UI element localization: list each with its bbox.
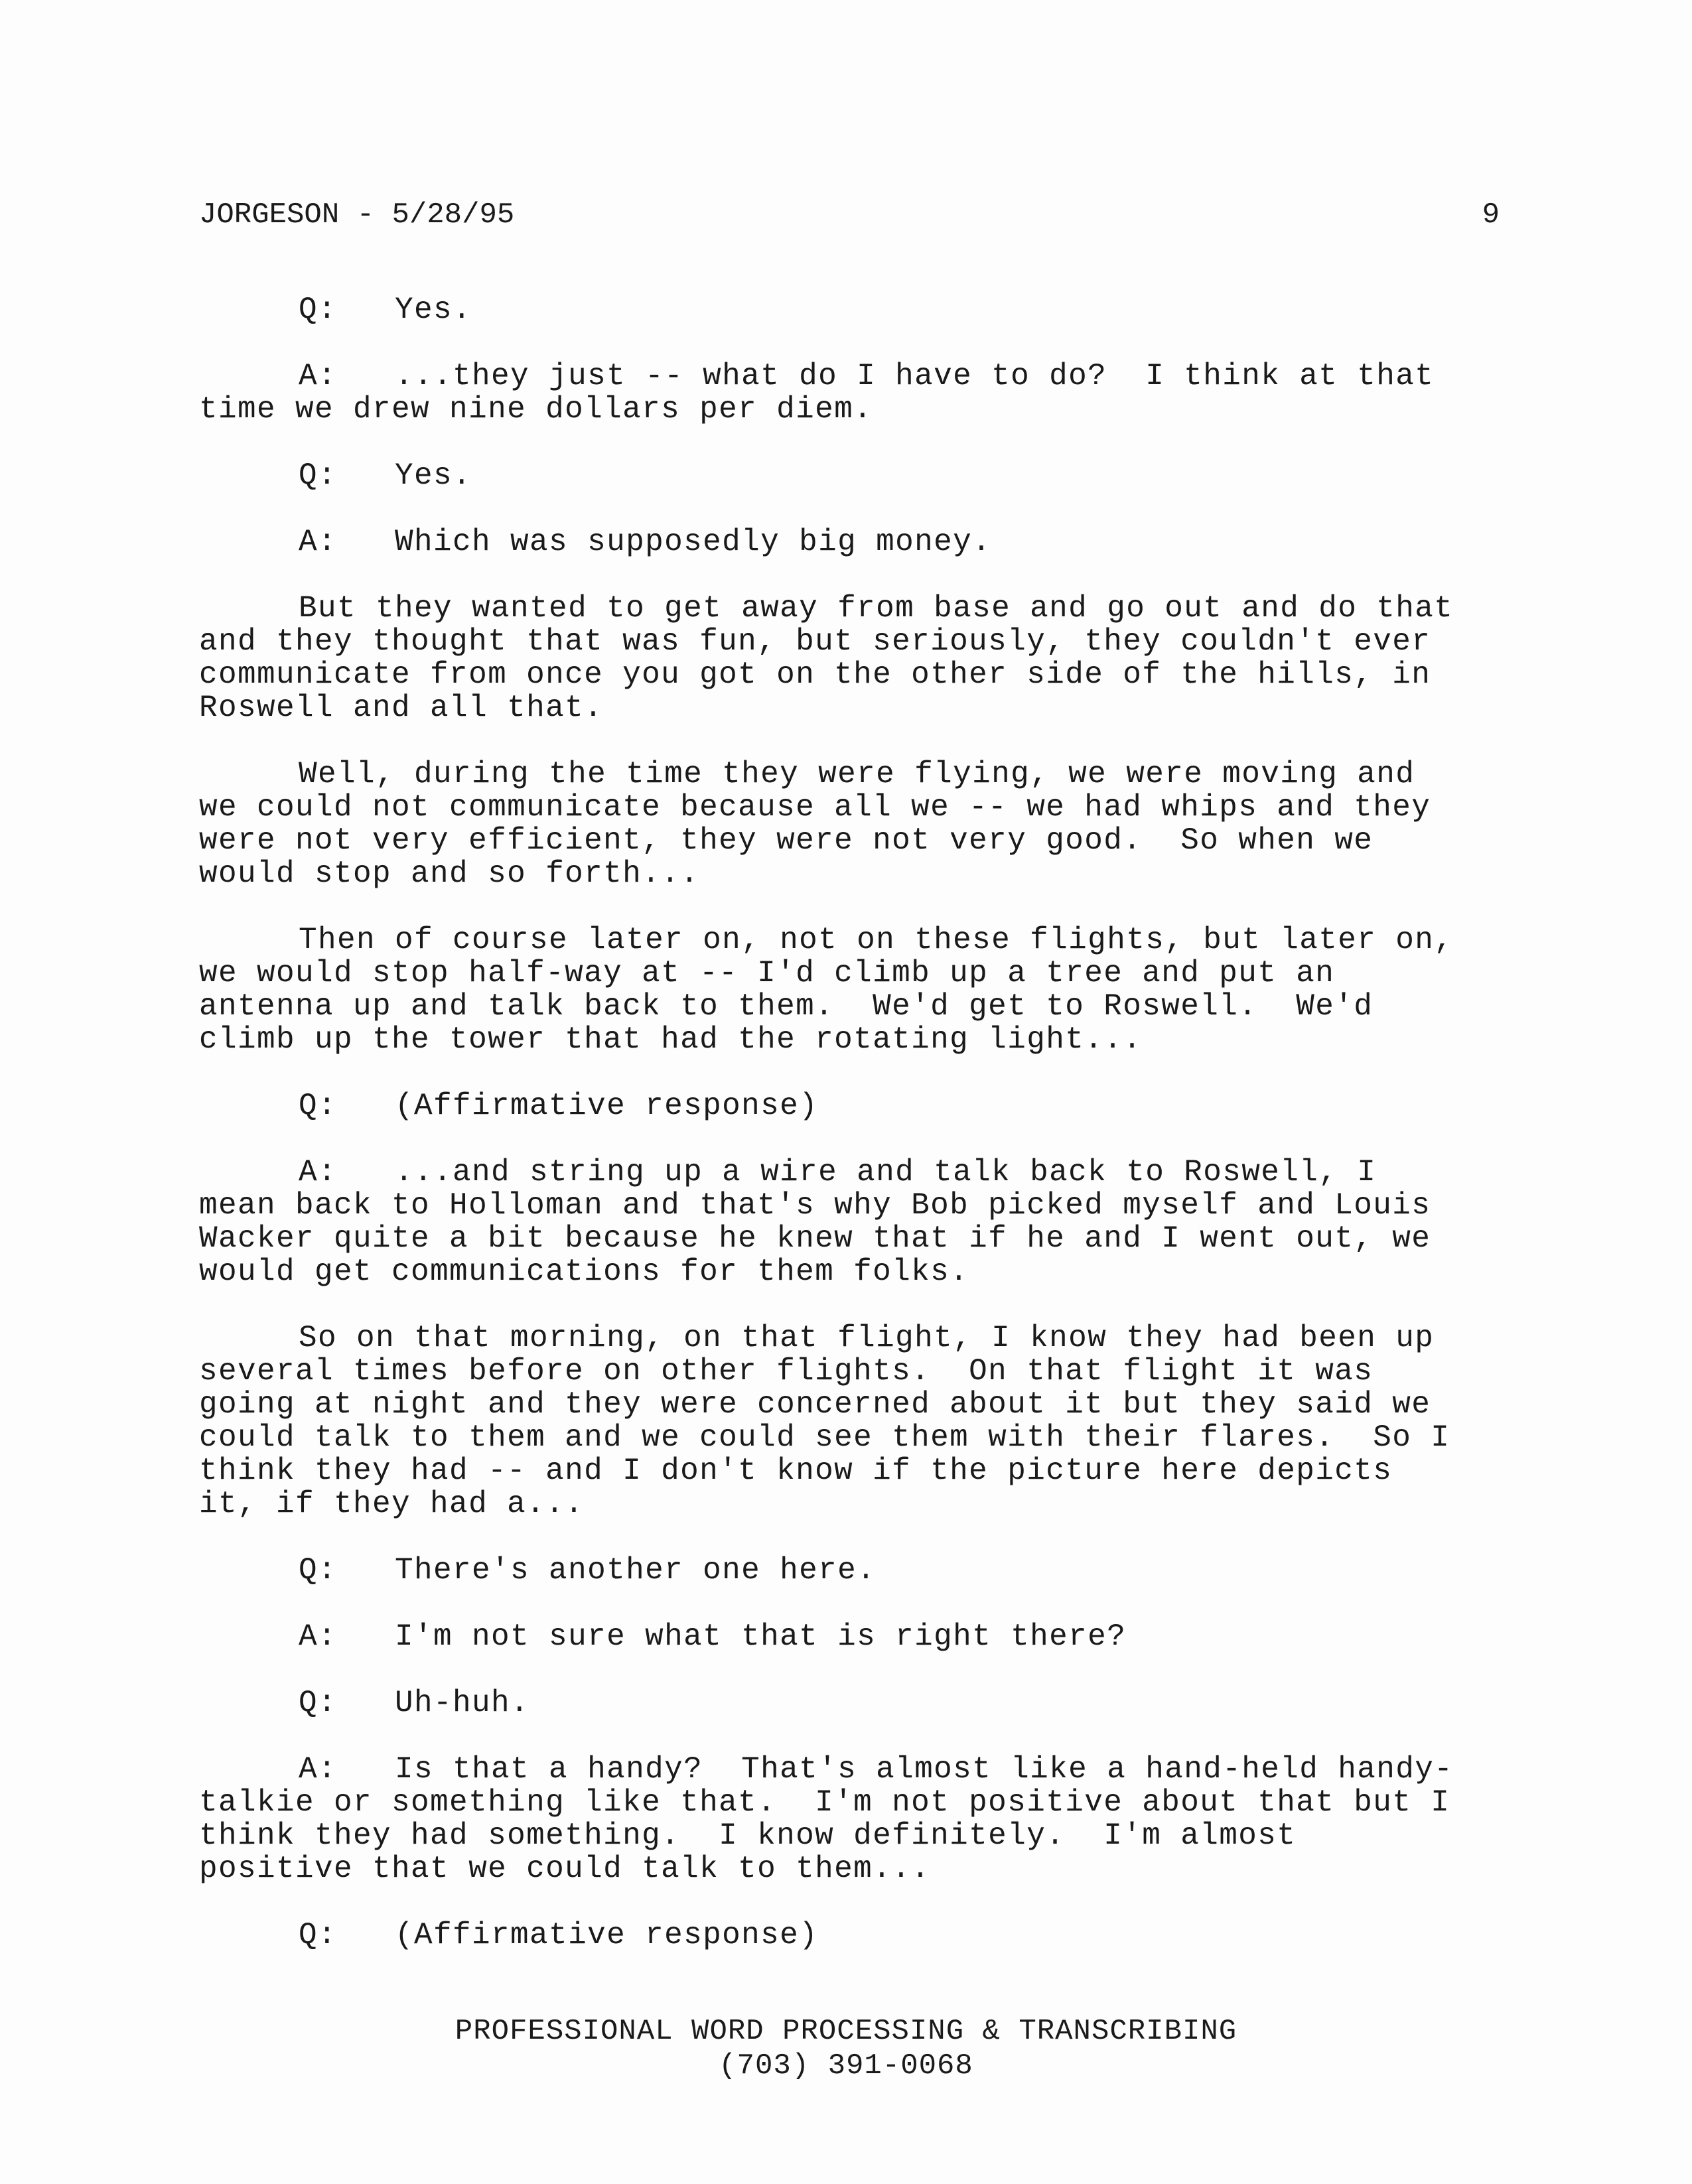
transcript-paragraph [199, 1919, 1500, 1952]
transcript-paragraph [199, 293, 1500, 326]
transcript-line: Q: There's another one here. [299, 1553, 877, 1588]
transcript-line: several times before on other flights. On that flight it was [199, 1354, 1374, 1389]
transcript-paragraph [199, 592, 1500, 724]
transcript-line: A: ...they just -- what do I have to do? I think at that [299, 359, 1435, 393]
transcript-paragraph [199, 1753, 1500, 1885]
transcript-line: A: Is that a handy? That's almost like a hand-held handy- [299, 1752, 1454, 1787]
transcript-line: Q: (Affirmative response) [299, 1918, 819, 1952]
page-number: 9 [1482, 198, 1500, 232]
transcript-line: communicate from once you got on the other side of the hills, in [199, 657, 1431, 692]
transcript-line: A: ...and string up a wire and talk back to Roswell, I [299, 1155, 1377, 1190]
transcript-line: would stop and so forth... [199, 856, 700, 891]
transcript-paragraph [199, 1156, 1500, 1288]
transcript-paragraph [199, 1322, 1500, 1521]
transcript-paragraph [199, 525, 1500, 559]
transcript-line: think they had -- and I don't know if the picture here depicts [199, 1454, 1393, 1488]
transcript-line: Q: (Affirmative response) [299, 1089, 819, 1123]
transcript-line: Then of course later on, not on these flights, but later on, [299, 923, 1454, 957]
page-header [199, 196, 1500, 234]
transcript-line: A: I'm not sure what that is right there? [299, 1619, 1127, 1654]
transcript-line: positive that we could talk to them... [199, 1852, 931, 1886]
transcript-line: Wacker quite a bit because he knew that if he and I went out, we [199, 1221, 1431, 1256]
transcript-line: Q: Yes. [299, 293, 472, 327]
transcript-line: going at night and they were concerned about it but they said we [199, 1387, 1431, 1422]
transcript-line: But they wanted to get away from base and go out and do that [299, 591, 1454, 626]
transcript-line: climb up the tower that had the rotating light... [199, 1022, 1143, 1057]
transcript-line: we would stop half-way at -- I'd climb up a tree and put an [199, 956, 1335, 990]
header-title: JORGESON - 5/28/95 [199, 198, 515, 232]
transcript-paragraph [199, 1686, 1500, 1720]
transcript-line: and they thought that was fun, but seriously, they couldn't ever [199, 624, 1431, 659]
transcript-paragraph [199, 923, 1500, 1056]
transcript-line: time we drew nine dollars per diem. [199, 392, 873, 427]
transcript-line: Q: Yes. [299, 458, 472, 493]
transcript-paragraph [199, 459, 1500, 492]
transcript-line: Well, during the time they were flying, we were moving and [299, 757, 1415, 791]
transcript-paragraph [199, 1089, 1500, 1123]
transcript-line: talkie or something like that. I'm not positive about that but I [199, 1785, 1450, 1820]
transcript-paragraph [199, 1620, 1500, 1653]
transcript-line: Roswell and all that. [199, 691, 604, 725]
transcript-paragraph [199, 360, 1500, 426]
footer-company: PROFESSIONAL WORD PROCESSING & TRANSCRIBING [455, 2015, 1237, 2048]
transcript-line: A: Which was supposedly big money. [299, 525, 992, 559]
transcript-paragraph [199, 1554, 1500, 1587]
footer-phone: (703) 391-0068 [719, 2049, 973, 2082]
page-footer [0, 2014, 1692, 2083]
transcript-body [199, 293, 1500, 1985]
transcript-line: were not very efficient, they were not very good. So when we [199, 823, 1374, 858]
transcript-line: mean back to Holloman and that's why Bob picked myself and Louis [199, 1188, 1431, 1223]
transcript-line: So on that morning, on that flight, I know they had been up [299, 1321, 1435, 1355]
transcript-line: Q: Uh-huh. [299, 1686, 530, 1720]
transcript-line: antenna up and talk back to them. We'd get to Roswell. We'd [199, 989, 1374, 1024]
transcript-line: would get communications for them folks. [199, 1255, 969, 1289]
transcript-line: could talk to them and we could see them with their flares. So I [199, 1420, 1450, 1455]
transcript-line: think they had something. I know definitely. I'm almost [199, 1818, 1297, 1853]
transcript-paragraph [199, 758, 1500, 890]
transcript-line: it, if they had a... [199, 1487, 585, 1521]
transcript-line: we could not communicate because all we -- we had whips and they [199, 790, 1431, 825]
